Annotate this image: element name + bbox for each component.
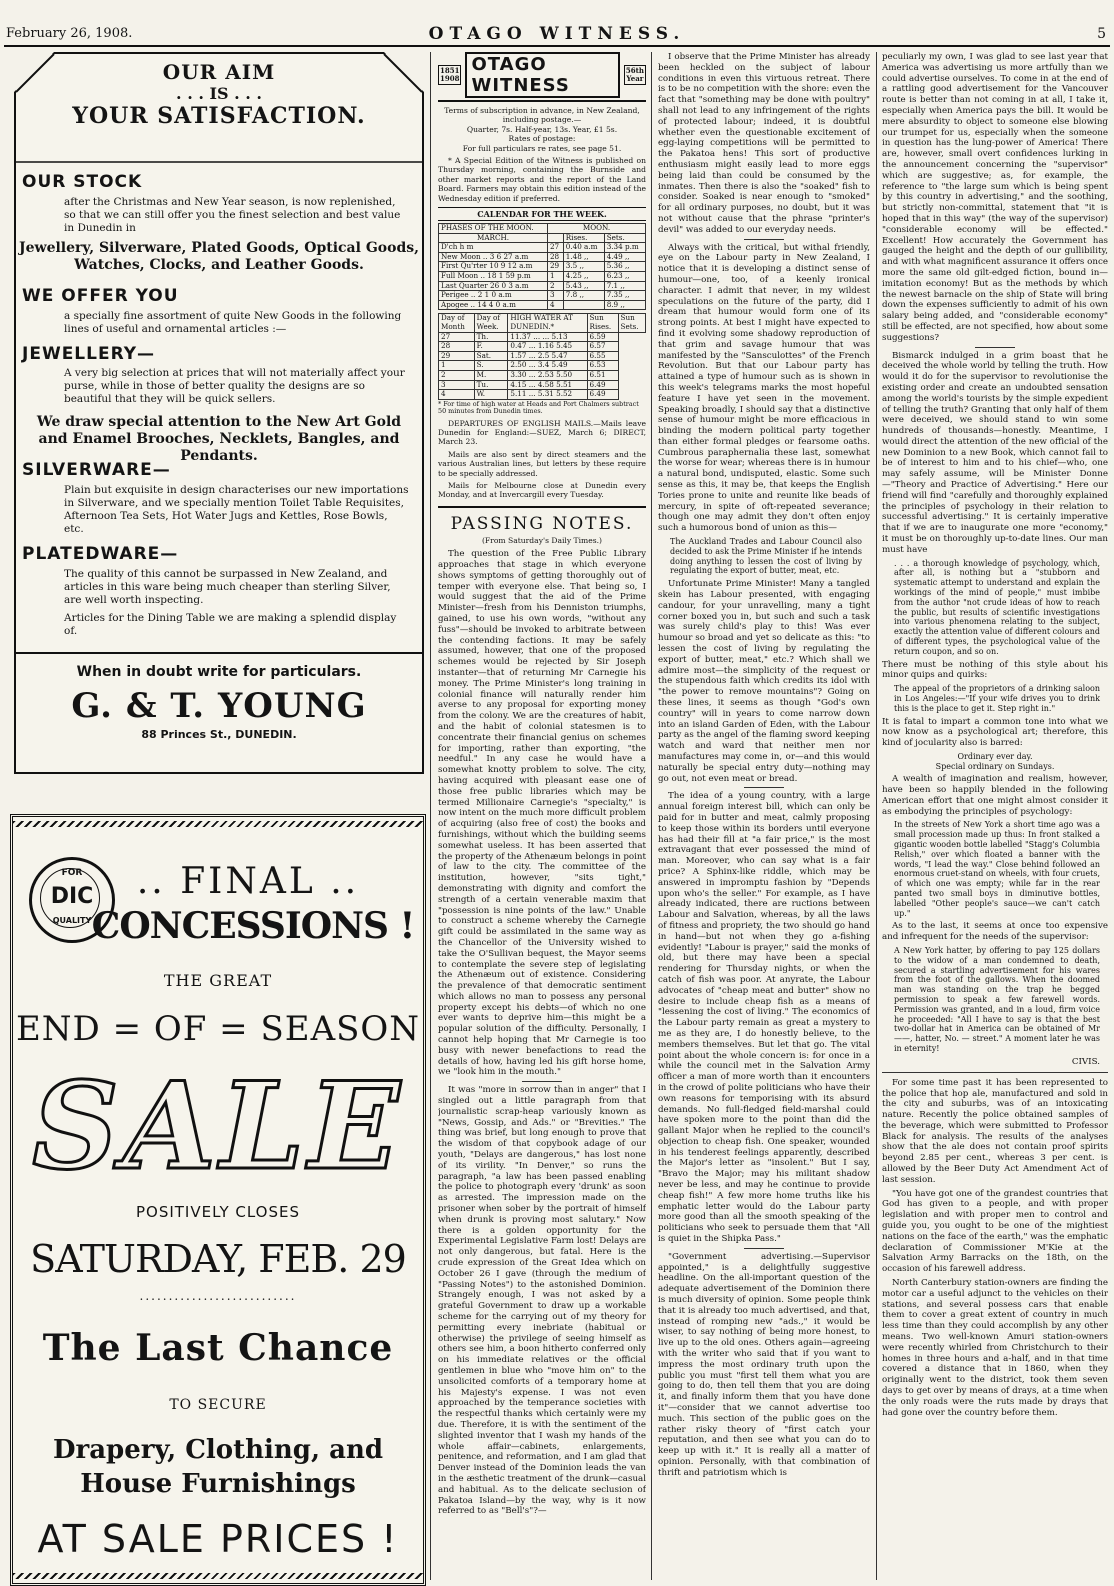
- column-3: [438, 52, 646, 1582]
- article-paragraph: As to the last, it seems at once too expensive and infrequent for the needs of the supervisor:: [882, 921, 1108, 943]
- article-paragraph: I observe that the Prime Minister has already been heckled on the subject of labour conditions in even this virtuous retreat. There is to be no competition with the shore: even the fact that "something may be done with poultry" shall not lead to any infringement of the rights of protected labour; indeed, it is doubtful whether even the questionable excitement of egg-laying competitions will be permitted to the Pakatoa hens! This sort of productive enthusiasm might easily lead to more eggs being laid than could be consumed by the inmates. Then there is also the "soaked" fish to consider. Soaked is near enough to "smoked" for all ordinary purposes, no doubt, but it was not without cause that the phrase "printer's devil" was added to our everyday needs.: [658, 52, 870, 235]
- concessions-heading: CONCESSIONS !: [91, 905, 415, 947]
- high-water-note: * For time of high water at Heads and Port Chalmers subtract 50 minutes from Dunedin times.: [438, 399, 639, 416]
- aim-line-1: OUR AIM: [162, 60, 276, 84]
- dic-sale-advertisement: [10, 814, 426, 1586]
- section-rule: [744, 239, 784, 240]
- page-number: 5: [1097, 26, 1106, 42]
- article-paragraph: "You have got one of the grandest countries that God has given to a people, and with proper legislation and with proper men to control and guide you, you ought to be one of the mightiest nations on the face of the earth," was the emphatic declaration of Commissioner M'Kie at the Salvation Army Barracks on the 18th, on the occasion of his farewell address.: [882, 1188, 1108, 1275]
- issue-date: February 26, 1908.: [6, 26, 133, 41]
- moon-phase-row: Apogee .. 14 4 0 a.m 4 8.9 ,,: [439, 300, 646, 310]
- passing-notes-heading: PASSING NOTES.: [438, 506, 646, 534]
- column-divider: [651, 52, 652, 1580]
- article-paragraph: Always with the critical, but withal friendly, eye on the Labour party in New Zealand, I notice that it is developing a distinct sense of humour—one, too, of a keenly ironical character. I admit that never, in my wildest speculations on the future of the party, did I dream that humour would form one of its strong points. At best I might have expected to find it evolving some shadowy reproduction of that grim and savage humour that was manifested by the "Sansculottes" of the French Revolution. But that our Labour party has attained a type of humour such as is shown in this week's telegrams marks the most hopeful feature I have yet seen in the movement. Speaking broadly, I should say that a distinctive sense of humour might be more efficacious in binding the modern political party together than either formal pledges or fearsome oaths. Cumbrous paraphernalia these last, somewhat the worse for wear; whereas there is in humour a natural bond, undisputed, elastic. Some such sense as this, it may be, that keeps the English Tories prone to unite and reunite like beads of mercury, in spite of oft-repeated severance; though one may admit they don't often enjoy such a humorous bond of union as this—: [658, 242, 870, 534]
- seal-text-top: FOR: [61, 868, 83, 878]
- moon-phase-row: New Moon .. 3 6 27 a.m 28 1.48 ,, 4.49 ,,: [439, 252, 646, 262]
- jewellery-text: A very big selection at prices that will not materially affect your purse, while in those of better quality the designs are so beautiful that they will be quick sellers.: [64, 367, 405, 405]
- offer-text: a specially fine assortment of quite New Goods in the following lines of useful and ornamental articles :—: [64, 310, 402, 335]
- moon-phase-row: Last Quarter 26 0 3 a.m 2 5.43 ,, 7.1 ,,: [439, 281, 646, 291]
- end-of-season: END = OF = SEASON: [15, 1009, 421, 1049]
- article-paragraph: It is fatal to impart a common tone into what we now know as a psychological art; therefore, this kind of jocularity also is barred:: [882, 716, 1108, 749]
- aim-heading: [16, 60, 422, 129]
- article-paragraph: The question of the Free Public Library approaches that stage in which everyone shows symptoms of getting thoroughly out of temper with everyone else. That being so, I would suggest that the aid of the Prime Minister—fresh from his Denniston triumphs, gained, to use his own words, "without any fuss"—should be invoked to arbitrate between the contending factions. It may be safely assumed, however, that one of the proposed schemes would be rejected by Sir Joseph instanter—that of returning Mr Carnegie his money. The Prime Minister's long training in colonial finance will naturally render him averse to any proposal for exporting money from the colony. We are the creatures of habit, and the habit of colonial statesmen is to concentrate their financial genius on schemes for importing, rather than exporting, "the needful." In any case he would have a somewhat knotty problem to solve. The city, having acquired with pleasant ease one of those free public libraries which may be termed Millionaire Carnegie's "specialty," is now intent on the much more difficult problem of acquiring (also free of cost) the books and furnishings, without which the building seems somewhat useless. It has been asserted that the property of the Athenæum belongs in point of law to the city. The committee of the institution, however, "sits tight," demonstrating with dignity and comfort the strength of a certain venerable maxim that "possession is nine points of the law." Unable to construct a scheme whereby the Carnegie gift could be assimilated in the same way as the Chancellor of the University wished to take the O'Sullivan bequest, the Mayor seems to contemplate the severe step of legislating the Athenæum out of existence. Considering the prevalence of that democratic sentiment which allows no man to possess any personal property except his debts—of which no one ever wants to deprive him—this might be a popular solution of the difficulty. Personally, I cannot help hoping that Mr Carnegie is too busy with newer benefactions to read the details of how, having led his gift horse home, we "look him in the mouth.": [438, 549, 646, 1078]
- article-paragraph: "Government advertising.—Supervisor appointed," is a delightfully suggestive headline. On the all-important question of the adequate advertisement of the Dominion there is much diversity of opinion. Some people think that it is already too much advertised, and that, instead of romping new "ads.," it would be wiser, to say nothing of being more honest, to live up to the old ones. Others again—agreeing with the writer who said that if you want to impress the most ordinary truth upon the public you must "first tell them what you are going to do, then tell them that you are doing it, and finally inform them that you have done it"—consider that we cannot advertise too much. This section of the public goes on the rather risky theory of "first catch your reputation, and then see what you can do to keep up with it." It is really all a matter of opinion. Personally, with that combination of thrift and patriotism which is: [658, 1251, 870, 1478]
- silverware-text: Plain but exquisite in design characterises our new importations in Silverware, and we specially mention Toilet Table Requisites, Afternoon Tea Sets, Hot Water Jugs and Kettles, Rose Bowls, etc.: [64, 484, 409, 535]
- mails-1: DEPARTURES OF ENGLISH MAILS.—Mails leave Dunedin for England:—SUEZ, March 6; DIRECT, March 23.: [438, 418, 646, 447]
- stock-goods: Jewellery, Silverware, Plated Goods, Optical Goods, Watches, Clocks, and Leather Goods.: [18, 240, 419, 273]
- witness-masthead: [438, 52, 646, 102]
- column-5: [882, 52, 1108, 1582]
- border-pattern: [13, 821, 423, 827]
- signature: CIVIS.: [1071, 1056, 1100, 1067]
- high-water-row: 28 F. 0.47 ... 1.16 5.45 6.57: [439, 342, 646, 352]
- article-paragraph: There must be nothing of this style about his minor quips and quirks:: [882, 659, 1108, 681]
- article-paragraph: peculiarly my own, I was glad to see last year that America was advertising us more artfully than we could advertise ourselves. To come in at the end of a rattling good advertisement for the Vancouver route is better than not coming in at all, I take it, especially when America pays the bill. It would be mere absurdity to object to someone else blowing our trumpet for us, especially when the someone in question has the lung-power of America! There are, however, small overt confidences lurking in the announcement concerning the "supervisor" which are suggestive; as, for example, the reference to "the large sum which is being spent by this country in advertising," and the soothing, but strictly non-committal, statement that "it is hoped that in this way" (the way of the supervisor) "considerable economy will be effected." Excellent! How accurately the Government has gauged the height and the depth of our gullibility, and with what magnificent assurance it offers once more the same old gilt-edged fiction, bound in—imitation economy! But as the methods by which the newest barnacle on the ship of State will bring down the expenses sufficiently to admit of his own salary being added, and "considerable economy" still be effected, are not specified, how about some suggestions?: [882, 52, 1108, 343]
- quoted-text: A New York hatter, by offering to pay 125 dollars to the widow of a man condemned to death, secured a startling advertisement for his wares from the foot of the gallows. When the doomed man was standing on the trap he begged permission to speak a few farewell words. Permission was granted, and in a loud, firm voice he proceeded: "All I have to say is that the best two-dollar hat in America can be obtained of Mr ——, hatter, No. — street." A moment later he was in eternity!: [894, 945, 1100, 1053]
- column-divider: [430, 52, 431, 1580]
- closing-date: SATURDAY, FEB. 29: [30, 1237, 406, 1281]
- article-paragraph: For some time past it has been represented to the police that hop ale, manufactured and sold in the city and suburbs, was of an intoxicating nature. Recently the police obtained samples of the beverage, which were submitted to Professor Black for analysis. The results of the analyses show that the ale does not contain proof spirits beyond 2.85 per cent., whereas 3 per cent. is allowed by the Beer Duty Act Amendment Act of last session.: [882, 1077, 1108, 1185]
- masthead: OTAGO WITNESS.: [428, 24, 686, 44]
- quoted-text: In the streets of New York a short time ago was a small procession made up thus: In front stalked a gigantic wooden bottle labelled "Stagg's Columbia Relish," over which floated a banner with the words, "I lead the way." Close behind followed an enormous cruet-stand on wheels, with four cruets, of which one was empty; while far in the rear panted two small boys in diminutive bottles, labelled "Other people's sauce—we can't catch up.": [894, 820, 1100, 918]
- article-paragraph: The idea of a young country, with a large annual foreign interest bill, which can only be paid for in butter and meat, calmly proposing to keep those within its borders until everyone has had their fill at "a fair price," is the most extravagant that ever possessed the mind of man. Moreover, who can say what is a fair price? A Sphinx-like riddle, which may be answered in impromptu fashion by "Depends upon who's the seller." For example, as I have already indicated, there are ructions between Labour and Salvation, whereas, by all the laws of fitness and propriety, the two should go hand in hand—but not when they go a-fishing evidently! "Labour is prayer," said the monks of old, but there may have been a special rendering for Thursday nights, or when the catch of fish was poor. At anyrate, the Labour advocates of "cheap meat and butter" show no desire to include cheap fish as a means of "lessening the cost of living." The economics of the Labour party remain as great a mystery to me as they are, I do honestly believe, to the members themselves. But let that go. The vital point about the whole concern is: for once in a while the council met in the Salvation Army officer a man of more worth than it encounters in the crowd of polite politicians who have their own reasons for temporising with its absurd demands. No full-fledged field-marshal could have spoken more to the point than did the gallant Major when he replied to the council's objection to cheap fish. One speaker, wounded in his tenderest feelings apparently, described the Major's letter as "insolent." But I say, "Bravo the Major; may his militant shadow never be less, and may he continue to provide cheap fish!" A few more home truths like his emphatic letter would do the Labour party more good than all the smooth speaking of the politicians who seek to persuade them that "All is quiet in the Shipka Pass.": [658, 791, 870, 1245]
- jewellery-heading: JEWELLERY—: [22, 344, 156, 364]
- quoted-sign: Ordinary ever day. Special ordinary on Sundays.: [935, 752, 1055, 771]
- subscription-terms: Terms of subscription in advance, in New Zealand, including postage.— Quarter, 7s. Half-year, 13s. Year, £1 5s. Rates of postage: For full particulars re rates, see page 51.: [444, 106, 640, 153]
- firm-address: 88 Princes St., DUNEDIN.: [141, 728, 297, 741]
- quoted-text: . . . a thorough knowledge of psychology, which, after all, is nothing but a "stubborn and systematic attempt to understand and explain the workings of the mind of people," must imbibe from the author "not crude ideas of how to reach the public, but results of scientific investigations into various phenomena relating to the subject, exactly the attention value of different colours and of different types, the psychological value of the return coupon, and so on.: [894, 558, 1100, 656]
- mails-3: Mails for Melbourne close at Dunedin every Monday, and at Invercargill every Tuesday.: [438, 481, 646, 500]
- mails-2: Mails are also sent by direct steamers and the various Australian lines, but letters by these require to be specially addressed.: [438, 449, 646, 478]
- silverware-heading: SILVERWARE—: [22, 460, 171, 480]
- article-paragraph: It was "more in sorrow than in anger" that I singled out a little paragraph from that journalistic scrap-heap variously known as "News, Gossip, and Ads." or "Brevities." The thing was brief, but long enough to prove that the wisdom of that copybook adage of our youth, "Delays are dangerous," has lost none of its virility. "In Denver," so runs the paragraph, "a law has been passed enabling the police to photograph every 'drunk' as soon as arrested. The impression made on the prisoner when sober by the portrait of himself when drunk is proving most salutary." Now there is a golden opportunity for the Experimental Legislative Farm lost! Delays are not only dangerous, but fatal. Here is the crude expression of the Great Idea which on October 26 I gave (through the medium of "Passing Notes") to the astonished Dominion. Strangely enough, I was not asked by a grateful Government to draw up a workable scheme for the carrying out of my theory for permitting every inebriate (habitual or otherwise) the privilege of seeing himself as others see him, a boon hitherto conferred only on his immediate relatives or the official gentlemen in blue who "move him on" to the unsolicited comforts of a temporary home at his Majesty's expense. I was not even approached by the temperance societies with the respectful thanks which certainly were my due. Therefore, it is with the sentiment of the slighted inventor that I wash my hands of the whole affair—cabinets, enlargements, penitence, and reformation, and I am glad that Denver instead of the Dominion leads the van in the æsthetic treatment of the drunk—casual and habitual. As to the delicate seclusion of Pakatoa Island—by the way, why is it now referred to as "Bell's"?—: [438, 1085, 646, 1517]
- article-paragraph: North Canterbury station-owners are finding the motor car a useful adjunct to the vehicles on their stations, and several possess cars that enable them to cover a great extent of country in much less time than they could accomplish by any other means. Two well-known Amuri station-owners were recently whirled from Christchurch to their homes in three hours and a-half, and in that time covered a distance that in 1860, when they originally went to the district, took them seven days to get over by means of drays, at a time when the only roads were the ruts made by drays that had gone over the country before them.: [882, 1278, 1108, 1418]
- section-rule: [744, 1248, 784, 1249]
- section-rule: [975, 347, 1015, 348]
- column-divider: [876, 52, 877, 1580]
- article-paragraph: Bismarck indulged in a grim boast that he deceived the whole world by telling the truth. How would it do for the supervisor to revolutionise the existing order and create an undoubted sensation among the world's tourists by the simple expedient of telling the truth? Granting that only half of them were deceived, we should stand to win some hundreds of thousands—honestly. Meantime, I would direct the attention of the new official of the new Dominion to a new Book, which cannot fail to be of interest to him and to his chief—who, one may safely assume, will be Minister Donne—"Theory and Practice of Advertising." Here our friend will find "carefully and thoroughly explained the principles of psychology in their relation to successful advertising." It is certainly imperative that if we are to inaugurate one more "economy," it must be on thoroughly up-to-date lines. Our man must have: [882, 350, 1108, 555]
- seal-text-bottom: QUALITY: [52, 916, 92, 925]
- platedware-text-2: Articles for the Dining Table we are making a splendid display of.: [64, 612, 397, 637]
- article-paragraph: Unfortunate Prime Minister! Many a tangled skein has Labour presented, with engaging candour, for your unravelling, many a tight corner boxed you in, but such and such a task was surely child's play to this! Was ever humour so broad and yet so delicate as this: "to lessen the cost of living by regulating the export of butter, meat," etc.? Which shall we admire most—the simplicity of the request or the stupendous faith which credits its idol with "the power to remove mountains"? Going on these lines, it seems as though "God's own country" will in years to come narrow down into an island Garden of Eden, with the Labour party as the angel of the flaming sword keeping watch and ward that neither men nor manufactures may come in, or—and this would naturally be special entry duty—nothing may go out, not even meat or bread.: [658, 579, 870, 784]
- goods-list: Drapery, Clothing, and House Furnishings: [52, 1435, 384, 1499]
- firm-name: G. & T. YOUNG: [71, 686, 367, 726]
- special-edition-note: * A Special Edition of the Witness is published on Thursday morning, containing the Burnside and other market reports and the report of the Land Board. Farmers may obtain this edition instead of the Wednesday edition if preferred.: [438, 156, 646, 203]
- seal-text-mid: DIC: [50, 884, 94, 909]
- doubt-line: When in doubt write for particulars.: [76, 664, 362, 680]
- section-rule: [522, 1081, 562, 1082]
- young-advertisement: [14, 52, 424, 774]
- moon-phase-row: First Qu'rter 10 9 12 a.m 29 3.5 ,, 5.36 ,,: [439, 262, 646, 272]
- stock-text: after the Christmas and New Year season, is now replenished, so that we can still offer you the finest selection and best value in Dunedin in: [64, 196, 401, 234]
- positively-closes: POSITIVELY CLOSES: [135, 1203, 301, 1221]
- quoted-text: The appeal of the proprietors of a drinking saloon in Los Angeles:—"If your wife drives you to drink this is the place to get it. Step right in.": [894, 684, 1100, 713]
- to-secure: TO SECURE: [169, 1397, 267, 1413]
- high-water-row: 27 Th. 11.37 ... ... 5.13 6.59: [439, 332, 646, 342]
- at-sale-prices: AT SALE PRICES !: [37, 1517, 399, 1561]
- header-rule: [4, 45, 1110, 47]
- high-water-row: 29 Sat. 1.57 ... 2.5 5.47 6.55: [439, 351, 646, 361]
- moon-phase-row: D'ch h m 27 0.40 a.m 3.34 p.m: [439, 243, 646, 253]
- section-rule: [744, 787, 784, 788]
- calendar-heading: CALENDAR FOR THE WEEK.: [438, 207, 646, 221]
- offer-heading: WE OFFER YOU: [22, 286, 179, 306]
- high-water-row: 1 S. 2.50 ... 3.4 5.49 6.53: [439, 361, 646, 371]
- last-chance: The Last Chance: [42, 1327, 394, 1369]
- moon-phases-table: PHASES OF THE MOON. MOON. MARCH. Rises. Sets. D'ch h m 27 0.40 a.m 3.34 p.m New Moon .. 3 6 27 a.m 28 1.48 ,, 4.49 ,, First Qu'rter 10 9 12 a.m 29 3.5 ,, 5.36 ,, Full Moon .. 18 1 59 p.m 1 4.25 ,, 6.23 ,, Last Quarter 26 0 3 a.m 2 5.43 ,, 7.1 ,, Perigee .. 2 1 0 a.m 3 7.8 ,, 7.35 ,, Apogee .. 14 4 0 a.m 4 8.9 ,,: [438, 223, 646, 310]
- section-rule: [882, 1072, 1108, 1073]
- jewellery-special: We draw special attention to the New Art Gold and Enamel Brooches, Necklets, Bangles, and Pendants.: [36, 414, 402, 464]
- dotted-rule: ...........................: [139, 1289, 297, 1303]
- high-water-row: 4 W. 5.11 ... 5.31 5.52 6.49: [439, 390, 646, 400]
- high-water-row: 3 Tu. 4.15 ... 4.58 5.51 6.49: [439, 380, 646, 390]
- moon-phase-row: Perigee .. 2 1 0 a.m 3 7.8 ,, 7.35 ,,: [439, 291, 646, 301]
- final-heading: .. FINAL ..: [136, 861, 360, 902]
- masthead-years: 1851 1908: [440, 66, 460, 83]
- masthead-year-count: 56th Year: [625, 66, 644, 83]
- stock-heading: OUR STOCK: [22, 172, 143, 192]
- platedware-heading: PLATEDWARE—: [22, 544, 179, 564]
- sale-heading: SALE: [32, 1056, 404, 1197]
- column-4: [658, 52, 870, 1582]
- aim-line-3: YOUR SATISFACTION.: [72, 103, 366, 129]
- aim-line-2: . . . IS . . .: [176, 84, 262, 103]
- border-pattern: [13, 1573, 423, 1579]
- the-great: THE GREAT: [163, 971, 273, 990]
- page-header: [0, 0, 1114, 48]
- young-footer: [16, 652, 422, 774]
- high-water-row: 2 M. 3.30 ... 2.53 5.50 6.51: [439, 370, 646, 380]
- article-paragraph: A wealth of imagination and realism, however, have been so happily blended in the following American effort that one might almost consider it as embodying the principles of psychology:: [882, 774, 1108, 817]
- source-line: (From Saturday's Daily Times.): [481, 535, 603, 545]
- platedware-text: The quality of this cannot be surpassed in New Zealand, and articles in this ware being much cheaper than sterling Silver, are well worth inspecting.: [64, 568, 391, 606]
- masthead-title: OTAGO WITNESS: [465, 52, 619, 98]
- moon-phase-row: Full Moon .. 18 1 59 p.m 1 4.25 ,, 6.23 ,,: [439, 272, 646, 282]
- quoted-resolution: The Auckland Trades and Labour Council also decided to ask the Prime Minister if he intends doing anything to lessen the cost of living by regulating the export of butter, meat, etc.: [670, 537, 862, 576]
- high-water-table: Day of Month Day of Week. HIGH WATER AT DUNEDIN.* Sun Rises. Sun Sets. 27 Th. 11.37 ... ... 5.13 6.59 28 F. 0.47 ... 1.16 5.45 6.57 29 Sat. 1.57 ... 2.5 5.47 6.55 1 S. 2.50 ... 3.4 5.49 6.53 2 M. 3.30 ... 2.53 5.50 6.51 3 Tu. 4.15 ... 4.58 5.51 6.49 4 W. 5.11 ... 5.31 5.52 6.49: [438, 313, 646, 399]
